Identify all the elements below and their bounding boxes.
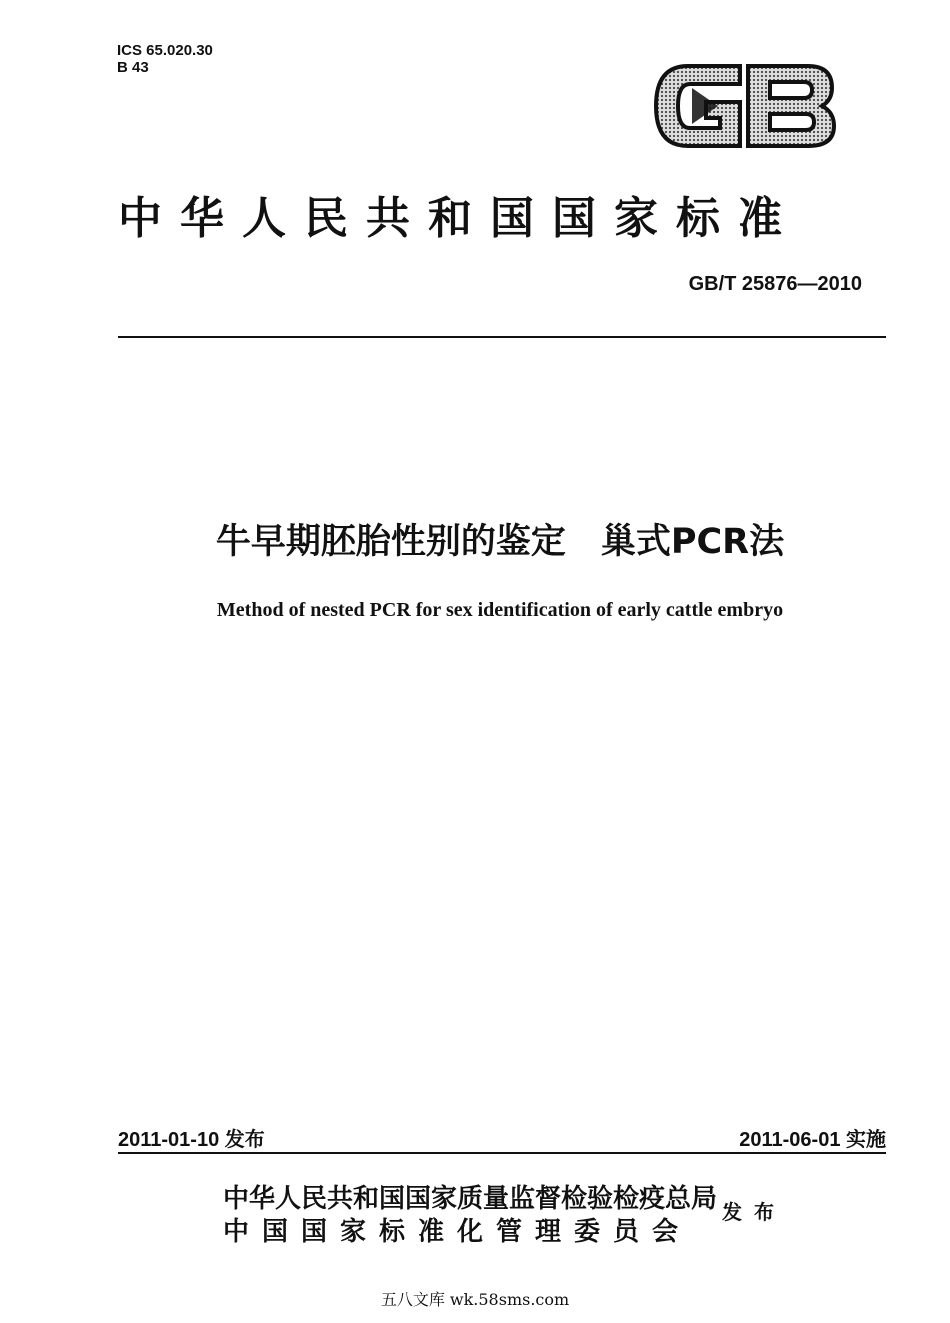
issuer-line-1: 中华人民共和国国家质量监督检验检疫总局 <box>223 1184 718 1214</box>
footer-divider <box>118 1152 886 1154</box>
watermark: 五八文库 wk.58sms.com <box>380 1290 570 1309</box>
document-title-en: Method of nested PCR for sex identification of early cattle embryo <box>216 599 784 621</box>
document-title-cn: 牛早期胚胎性别的鉴定 巢式PCR法 <box>215 522 785 562</box>
ics-code: ICS 65.020.30 <box>117 42 213 59</box>
gb-logo-icon <box>648 58 838 154</box>
ccs-code: B 43 <box>117 59 149 76</box>
publish-label: 发布 <box>722 1200 786 1224</box>
header-divider <box>118 336 886 338</box>
standard-number: GB/T 25876—2010 <box>688 273 862 295</box>
classification-codes <box>117 42 213 76</box>
national-standard-title: 中华人民共和国国家标准 <box>118 193 800 244</box>
implementation-date: 2011-06-01 实施 <box>739 1129 886 1151</box>
issuer-line-2: 中国国家标准化管理委员会 <box>223 1217 692 1247</box>
issue-date: 2011-01-10 发布 <box>118 1129 265 1151</box>
